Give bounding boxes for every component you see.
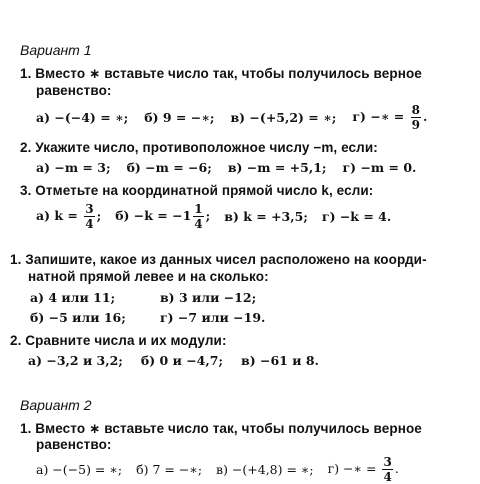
v1-q1-line2: равенство: [36,83,112,98]
v2-q1-a: а) −(−5) = ∗; [36,462,123,477]
variant2-title: Вариант 2 [20,397,92,413]
v1-q1-b: б) 9 = −∗; [144,110,215,125]
v1-q2-b: б) −m = −6; [126,160,212,175]
v2-q1-d-fraction: $\frac{3}{4}$ [383,455,392,484]
b2-q2-b: б) 0 и −4,7; [140,353,224,368]
v1-q2-c: в) −m = +5,1; [227,160,327,175]
v1-q1-c: в) −(+5,2) = ∗; [230,110,337,125]
v1-q2-d: г) −m = 0. [342,160,417,175]
v1-q3-d: г) −k = 4. [321,209,392,224]
v1-q3-a: а) k = $\frac{3}{4}$ ; [36,202,102,231]
v1-q3-b-fraction: $\frac{1}{4}$ [194,202,203,231]
b2-q1-b: в) 3 или −12; [160,290,257,305]
v2-q1-b: б) 7 = −∗; [136,462,203,477]
v1-q1-answers [36,104,427,131]
v2-q1-line1: 1. Вместо ∗ вставьте число так, чтобы получилось верное [20,421,422,436]
b2-q1-line2: натной прямой левее и на сколько: [28,269,269,284]
v1-q2-answers [36,160,416,175]
variant1-title: Вариант 1 [20,42,92,58]
v2-q1-c: в) −(+4,8) = ∗; [216,462,314,477]
v1-q1-d-fraction: $\frac{8}{9}$ [411,103,420,132]
v1-q1-a: а) −(−4) = ∗; [36,110,129,125]
v1-q1-line1: 1. Вместо ∗ вставьте число так, чтобы получилось верное [20,66,422,81]
b2-q2-answers [28,353,319,368]
v2-q1-answers [36,456,399,483]
v1-q3-answers [36,203,391,230]
b2-q2-line1: 2. Сравните числа и их модули: [10,333,227,348]
b2-q2-c: в) −61 и 8. [241,353,319,368]
b2-q2-a: а) −3,2 и 3,2; [28,353,123,368]
v1-q3-line1: 3. Отметьте на координатной прямой число k, если: [20,183,374,198]
v1-q3-a-fraction: $\frac{3}{4}$ [85,202,94,231]
v2-q1-d: г) −∗ = $\frac{3}{4}$ . [327,455,399,484]
v1-q3-c: в) k = +3,5; [224,209,308,224]
b2-q1-line1: 1. Запишите, какое из данных чисел расположено на коорди- [10,252,427,267]
b2-q1-a: а) 4 или 11; [30,290,116,305]
v2-q1-line2: равенство: [36,437,112,452]
v1-q2-line1: 2. Укажите число, противоположное числу −m, если: [20,140,378,155]
b2-q1-d: г) −7 или −19. [160,310,266,325]
b2-q1-c: б) −5 или 16; [30,310,126,325]
v1-q2-a: а) −m = 3; [36,160,111,175]
v1-q3-b: б) −k = −1 $\frac{1}{4}$ ; [115,202,211,231]
v1-q1-d: г) −∗ = $\frac{8}{9}$ . [352,103,428,132]
